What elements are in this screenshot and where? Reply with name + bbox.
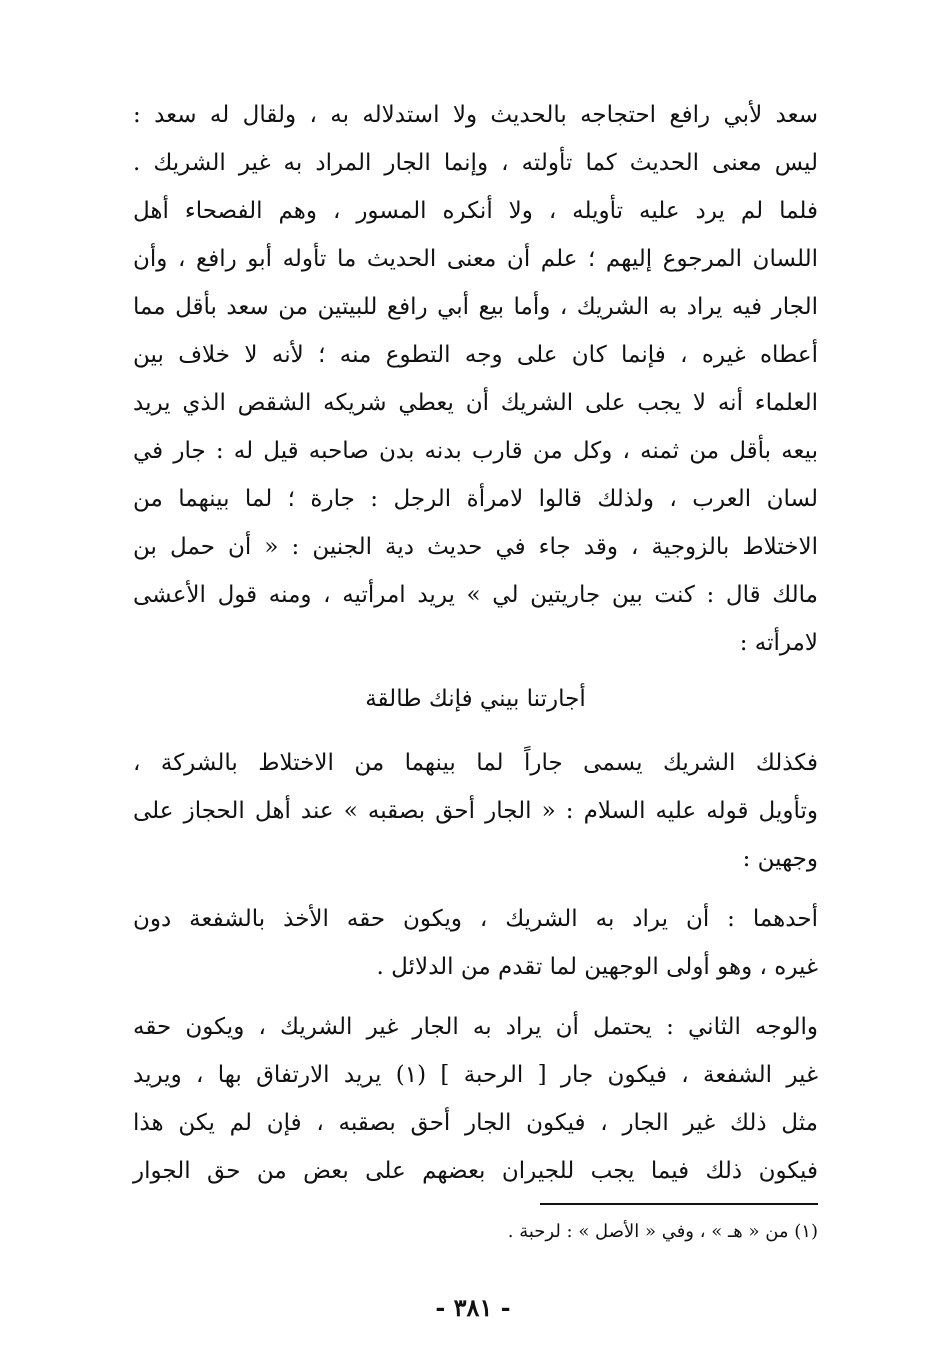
body-line: اللسان المرجوع إليهم ؛ علم أن معنى الحديث ما تأوله أبو رافع ، وأن — [133, 246, 818, 272]
body-line: ليس معنى الحديث كما تأولته ، وإنما الجار المراد به غير الشريك . — [133, 150, 818, 176]
body-line: غيره ، وهو أولى الوجهين لما تقدم من الدلائل . — [376, 954, 818, 980]
body-line: لسان العرب ، ولذلك قالوا لامرأة الرجل : جارة ؛ لما بينهما من — [133, 486, 818, 512]
body-line: وجهين : — [742, 846, 818, 872]
poetry-verse: أجارتنا بيني فإنك طالقة — [365, 686, 586, 712]
body-line: غير الشفعة ، فيكون جار [ الرحبة ] (١) يريد الارتفاق بها ، ويريد — [133, 1062, 818, 1088]
body-line: سعد لأبي رافع احتجاجه بالحديث ولا استدلاله به ، ولقال له سعد : — [133, 102, 818, 128]
body-line: بيعه بأقل من ثمنه ، وكل من قارب بدنه بدن صاحبه قيل له : جار في — [133, 438, 818, 464]
body-line: مالك قال : كنت بين جاريتين لي » يريد امرأتيه ، ومنه قول الأعشى — [133, 582, 818, 608]
body-line: الجار فيه يراد به الشريك ، وأما بيع أبي رافع للبيتين من سعد بأقل مما — [133, 294, 818, 320]
body-line: والوجه الثاني : يحتمل أن يراد به الجار غير الشريك ، ويكون حقه — [133, 1014, 818, 1040]
body-line: الاختلاط بالزوجية ، وقد جاء في حديث دية الجنين : « أن حمل بن — [133, 534, 818, 560]
body-line: العلماء أنه لا يجب على الشريك أن يعطي شريكه الشقص الذي يريد — [133, 390, 818, 416]
footnote-separator — [540, 1203, 818, 1205]
body-line: مثل ذلك غير الجار ، فيكون الجار أحق بصقبه ، فإن لم يكن هذا — [133, 1110, 818, 1136]
body-line: أحدهما : أن يراد به الشريك ، ويكون حقه الأخذ بالشفعة دون — [133, 906, 818, 932]
footnote: (١) من « هـ » ، وفي « الأصل » : لرحبة . — [507, 1221, 818, 1242]
body-line: لامرأته : — [739, 630, 818, 656]
body-line: فكذلك الشريك يسمى جاراً لما بينهما من الاختلاط بالشركة ، — [133, 750, 818, 776]
body-line: فيكون ذلك فيما يجب للجيران بعضهم على بعض من حق الجوار — [133, 1158, 818, 1184]
body-line: فلما لم يرد عليه تأويله ، ولا أنكره المسور ، وهم الفصحاء أهل — [133, 198, 818, 224]
body-line: أعطاه غيره ، فإنما كان على وجه التطوع منه ؛ لأنه لا خلاف بين — [133, 342, 818, 368]
page-number: - ٣٨١ - — [435, 1293, 511, 1322]
body-line: وتأويل قوله عليه السلام : « الجار أحق بصقبه » عند أهل الحجاز على — [133, 798, 818, 824]
